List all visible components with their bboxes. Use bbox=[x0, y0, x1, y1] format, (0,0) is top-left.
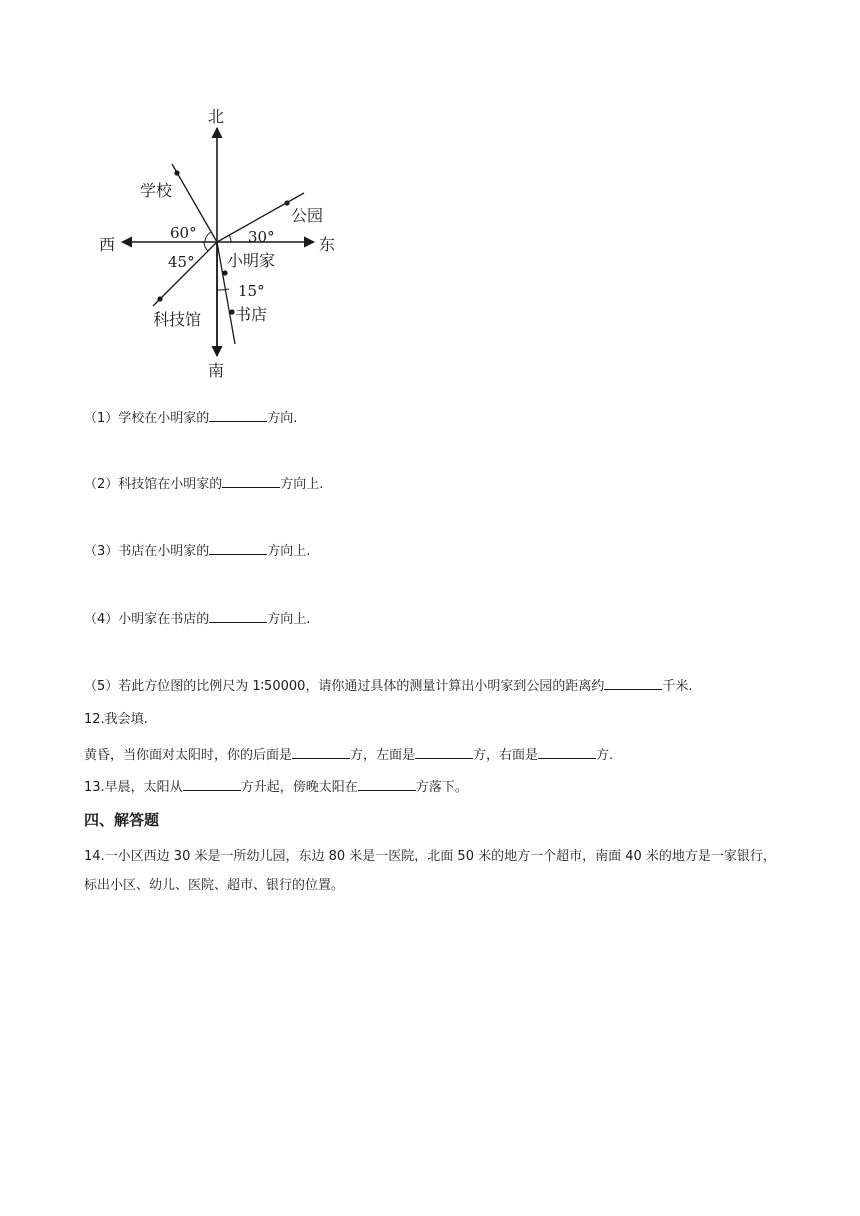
q11-item-4-post: 方向上. bbox=[267, 612, 311, 627]
q11-item-5-pre: （5）若此方位图的比例尺为 1∶50000，请你通过具体的测量计算出小明家到公园的距离约 bbox=[84, 679, 605, 694]
q13-part-2: 方升起，傍晚太阳在 bbox=[240, 780, 358, 795]
answer-blank[interactable] bbox=[183, 777, 241, 791]
park-point bbox=[284, 200, 289, 205]
q12-body bbox=[84, 745, 613, 765]
q11-item-5 bbox=[84, 676, 693, 696]
east-label: 东 bbox=[319, 235, 336, 254]
compass-svg bbox=[90, 100, 350, 385]
q11-item-3-post: 方向上. bbox=[267, 544, 311, 559]
q12-part-4: 方. bbox=[596, 748, 614, 763]
q11-item-3 bbox=[84, 541, 310, 561]
q12-part-1: 黄昏，当你面对太阳时，你的后面是 bbox=[84, 748, 293, 763]
park-angle-arc bbox=[229, 235, 231, 242]
answer-blank[interactable] bbox=[604, 676, 662, 690]
q11-item-1-pre: （1）学校在小明家的 bbox=[84, 411, 210, 426]
bookstore-angle-label: 15° bbox=[238, 282, 265, 300]
north-label: 北 bbox=[208, 107, 225, 126]
museum-angle-arc bbox=[204, 242, 208, 251]
q11-item-2-post: 方向上. bbox=[280, 477, 324, 492]
q12-part-3: 方，右面是 bbox=[473, 748, 539, 763]
school-angle-arc bbox=[205, 232, 211, 242]
answer-blank[interactable] bbox=[358, 777, 416, 791]
museum-angle-label: 45° bbox=[168, 253, 195, 271]
bookstore-label: 书店 bbox=[235, 305, 268, 324]
answer-blank[interactable] bbox=[209, 408, 267, 422]
park-label: 公园 bbox=[291, 206, 324, 225]
home-point bbox=[222, 270, 227, 275]
home-label: 小明家 bbox=[227, 251, 276, 270]
q13-part-1: 13.早晨，太阳从 bbox=[84, 780, 183, 795]
answer-blank[interactable] bbox=[292, 745, 350, 759]
answer-blank[interactable] bbox=[209, 609, 267, 623]
west-label: 西 bbox=[99, 235, 116, 254]
answer-blank[interactable] bbox=[538, 745, 596, 759]
museum-label: 科技馆 bbox=[153, 310, 202, 329]
q14-text: 14.一小区西边 30 米是一所幼儿园，东边 80 米是一医院，北面 50 米的地方一个超市，南面 40 米的地方是一家银行，标出小区、幼儿、医院、超市、银行的位置。 bbox=[84, 849, 776, 893]
q12-part-2: 方，左面是 bbox=[350, 748, 416, 763]
bookstore-angle-arc bbox=[217, 289, 229, 290]
q12-title: 12.我会填. bbox=[84, 712, 148, 727]
q11-item-2-pre: （2）科技馆在小明家的 bbox=[84, 477, 223, 492]
section-heading: 四、解答题 bbox=[84, 811, 160, 829]
q11-item-1 bbox=[84, 408, 297, 428]
answer-blank[interactable] bbox=[209, 541, 267, 555]
bookstore-point bbox=[229, 309, 234, 314]
q11-item-2 bbox=[84, 474, 323, 494]
compass-diagram bbox=[90, 100, 350, 385]
q11-item-4 bbox=[84, 609, 310, 629]
q13-part-3: 方落下。 bbox=[415, 780, 468, 795]
school-angle-label: 60° bbox=[170, 224, 197, 242]
answer-blank[interactable] bbox=[222, 474, 280, 488]
school-point bbox=[174, 170, 179, 175]
q11-item-4-pre: （4）小明家在书店的 bbox=[84, 612, 210, 627]
q13 bbox=[84, 777, 468, 797]
q11-item-3-pre: （3）书店在小明家的 bbox=[84, 544, 210, 559]
park-angle-label: 30° bbox=[248, 228, 275, 246]
q11-item-1-post: 方向. bbox=[267, 411, 298, 426]
south-label: 南 bbox=[208, 361, 225, 380]
q11-item-5-post: 千米. bbox=[662, 679, 693, 694]
answer-blank[interactable] bbox=[415, 745, 473, 759]
school-label: 学校 bbox=[140, 181, 173, 200]
museum-ray bbox=[153, 242, 217, 306]
museum-point bbox=[157, 296, 162, 301]
